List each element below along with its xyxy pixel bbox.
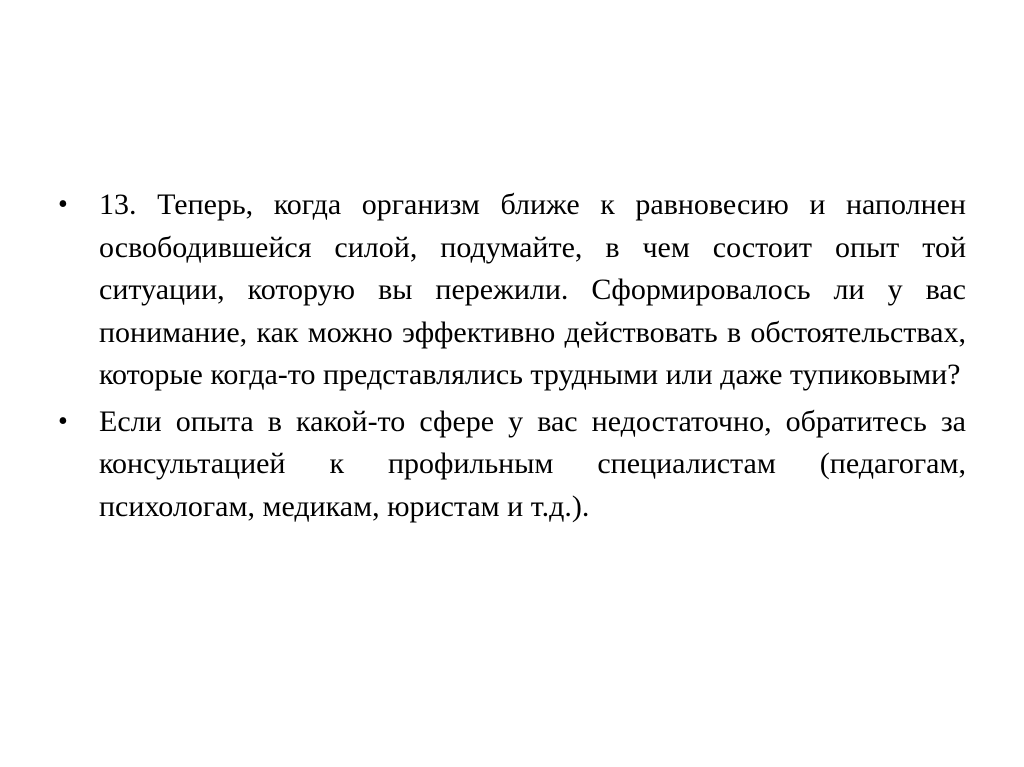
bullet-item-1 [58,184,966,397]
bullet-marker: • [58,189,68,220]
bullet-text-1: 13. Теперь, когда организм ближе к равновесию и наполнен освободившейся силой, подумайте, в чем состоит опыт той ситуации, которую вы пережили. Сформировалось ли у вас понимание, как можно эффективно действовать в обстоятельствах, которые когда-то представлялись трудными или даже тупиковыми? [99,188,966,391]
bullet-text-2: Если опыта в какой-то сфере у вас недостаточно, обратитесь за консультацией к профильным специалистам (педагогам, психологам, медикам, юристам и т.д.). [99,404,966,523]
bullet-item-2 [58,401,966,529]
bullet-list [58,184,966,532]
bullet-marker: • [58,405,68,437]
